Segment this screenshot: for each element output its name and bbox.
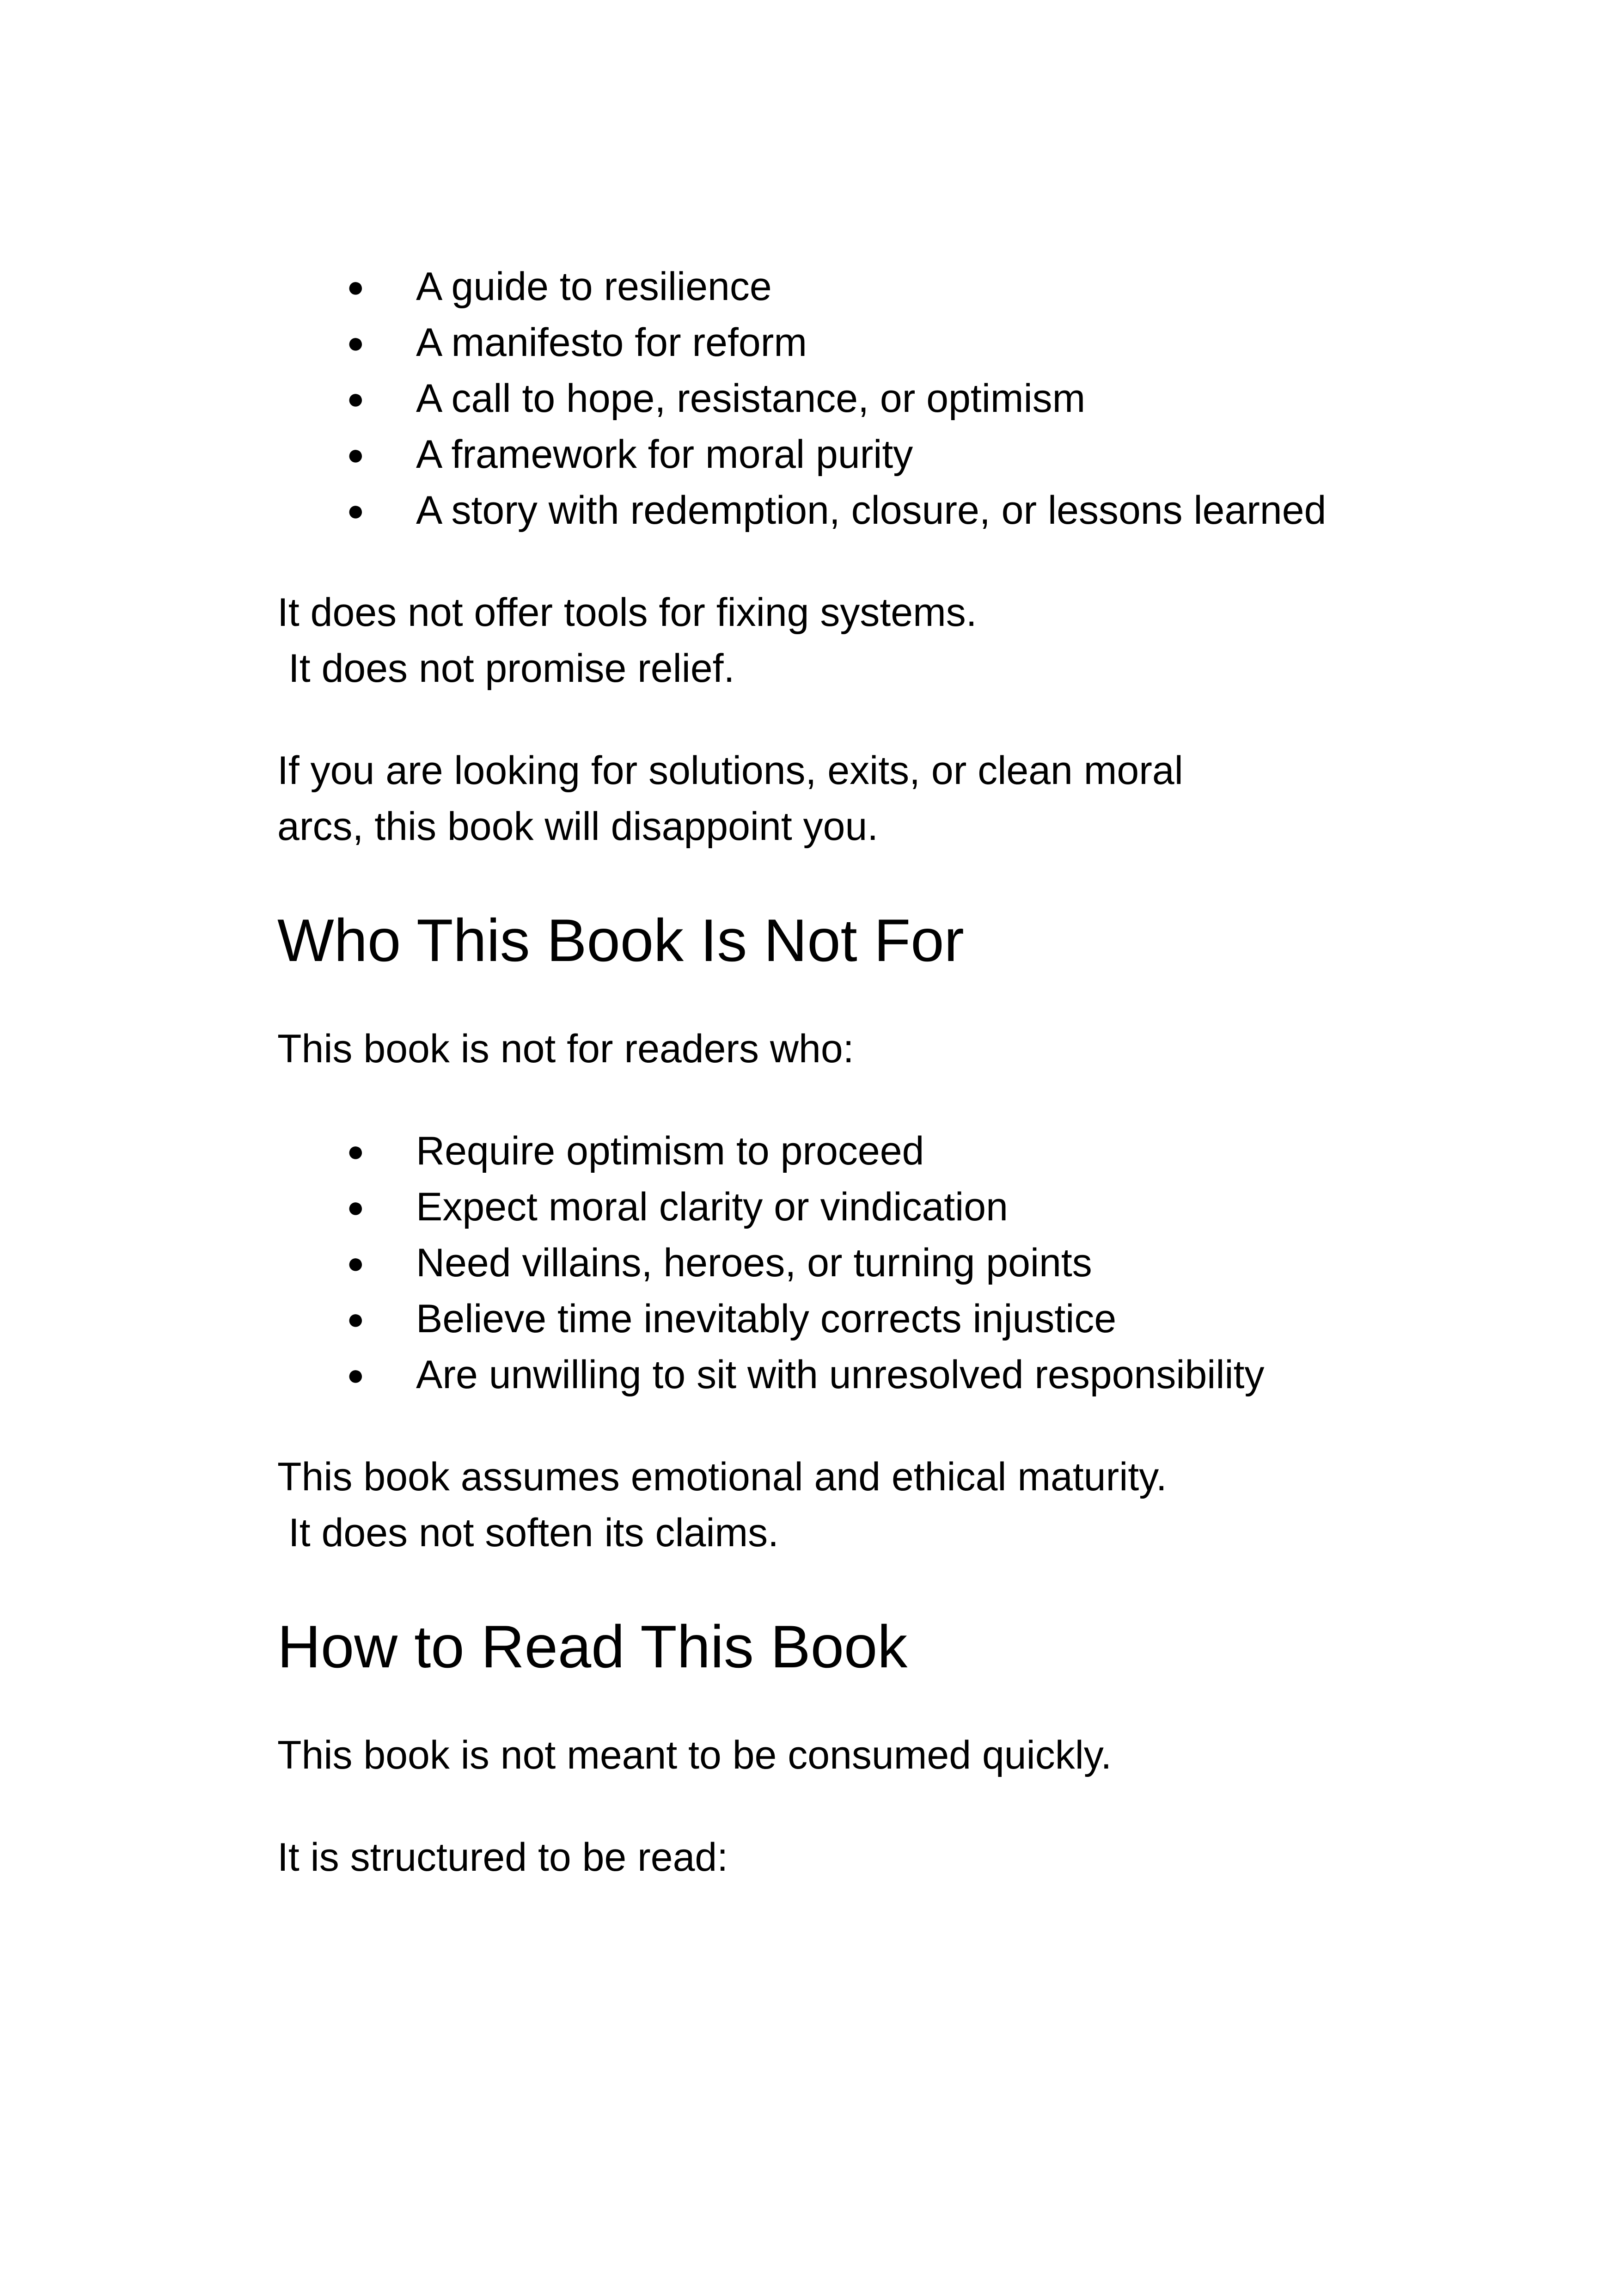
- list-item: ● A guide to resilience: [277, 259, 1359, 315]
- bullet-icon: ●: [347, 1134, 365, 1168]
- bullet-icon: ●: [347, 494, 365, 527]
- list-item: ● Need villains, heroes, or turning points: [277, 1235, 1359, 1291]
- bullet-icon: ●: [347, 1190, 365, 1224]
- list-item: ● A call to hope, resistance, or optimism: [277, 371, 1359, 427]
- paragraph-disappoint: If you are looking for solutions, exits, or clean moral arcs, this book will disappoint you.: [277, 748, 1183, 849]
- not-for-readers-list: [277, 1123, 1359, 1403]
- bullet-icon: ●: [347, 1302, 365, 1335]
- heading-how-to-read: How to Read This Book: [277, 1613, 908, 1680]
- list-item: ● A story with redemption, closure, or lessons learned: [277, 483, 1359, 539]
- bullet-icon: ●: [347, 438, 365, 471]
- heading-who-not-for: Who This Book Is Not For: [277, 906, 964, 974]
- list-item: ● Expect moral clarity or vindication: [277, 1179, 1359, 1235]
- bullet-icon: ●: [347, 1358, 365, 1391]
- list-item: ● A manifesto for reform: [277, 315, 1359, 371]
- bullet-icon: ●: [347, 326, 365, 359]
- bullet-icon: ●: [347, 270, 365, 303]
- page-content: [277, 259, 1359, 1886]
- paragraph-maturity: This book assumes emotional and ethical maturity. It does not soften its claims.: [277, 1455, 1167, 1555]
- paragraph-not-quickly: This book is not meant to be consumed quickly.: [277, 1733, 1112, 1777]
- list-item: ● A framework for moral purity: [277, 427, 1359, 483]
- list-item: ● Believe time inevitably corrects injustice: [277, 1291, 1359, 1347]
- paragraph-not-for-intro: This book is not for readers who:: [277, 1027, 854, 1071]
- paragraph-no-tools: It does not offer tools for fixing systems. It does not promise relief.: [277, 590, 977, 691]
- bullet-icon: ●: [347, 1246, 365, 1280]
- paragraph-structured: It is structured to be read:: [277, 1835, 728, 1880]
- list-item: ● Require optimism to proceed: [277, 1123, 1359, 1179]
- bullet-icon: ●: [347, 382, 365, 415]
- what-this-book-is-not-list: [277, 259, 1359, 539]
- list-item: ● Are unwilling to sit with unresolved responsibility: [277, 1347, 1359, 1403]
